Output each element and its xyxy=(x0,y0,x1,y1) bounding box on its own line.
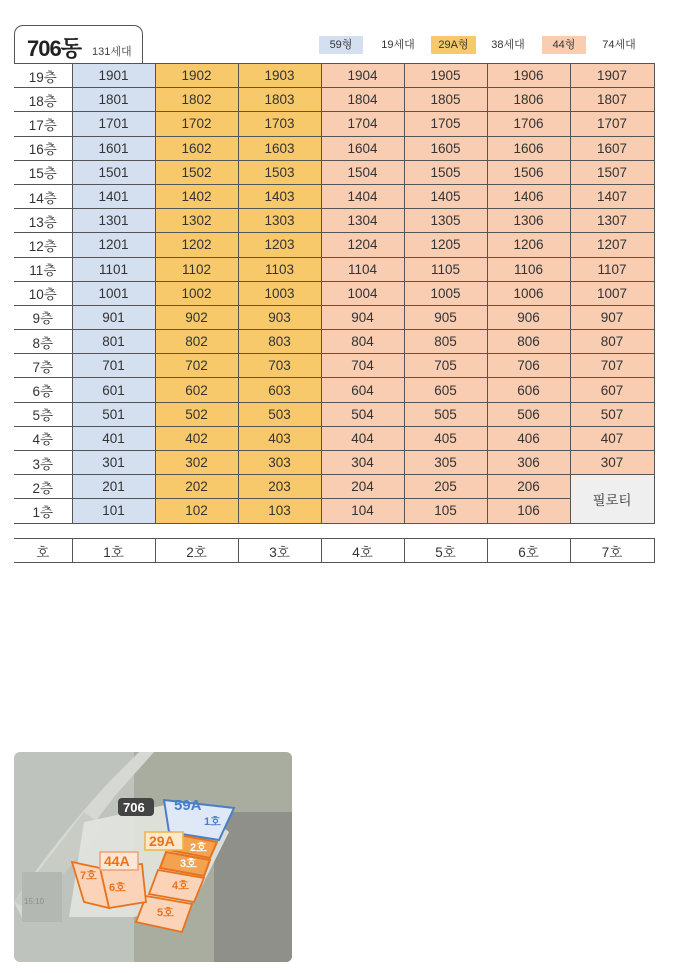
unit-cell: 1606 xyxy=(487,136,570,160)
unit-cell: 706 xyxy=(487,354,570,378)
unit-cell: 305 xyxy=(404,451,487,475)
unit-cell: 401 xyxy=(72,426,155,450)
unit-cell: 607 xyxy=(570,378,654,402)
floor-row xyxy=(14,354,654,378)
unit-cell: 1304 xyxy=(321,209,404,233)
unit-cell: 1503 xyxy=(238,160,321,184)
unit-cell: 1105 xyxy=(404,257,487,281)
unit-cell: 1203 xyxy=(238,233,321,257)
building-title-tab xyxy=(14,25,143,63)
site-map-svg xyxy=(14,752,292,962)
unit-cell: 1601 xyxy=(72,136,155,160)
floor-label: 6층 xyxy=(14,378,72,402)
legend-count-29a: 38세대 xyxy=(491,39,525,51)
map-label-59a: 59A xyxy=(174,797,202,814)
unit-cell: 1903 xyxy=(238,64,321,88)
unit-cell: 1201 xyxy=(72,233,155,257)
unit-cell: 805 xyxy=(404,330,487,354)
unit-cell: 1103 xyxy=(238,257,321,281)
floor-row xyxy=(14,160,654,184)
map-label-44a: 44A xyxy=(104,853,130,869)
unit-cell: 1705 xyxy=(404,112,487,136)
map-building-number: 706 xyxy=(123,800,145,815)
unit-cell: 1904 xyxy=(321,64,404,88)
floor-label: 18층 xyxy=(14,88,72,112)
unit-cell: 603 xyxy=(238,378,321,402)
unit-cell: 1703 xyxy=(238,112,321,136)
unit-cell: 1905 xyxy=(404,64,487,88)
unit-cell: 1306 xyxy=(487,209,570,233)
footer-unit-number: 1호 xyxy=(72,539,155,563)
floor-row xyxy=(14,136,654,160)
unit-cell: 301 xyxy=(72,451,155,475)
unit-cell: 103 xyxy=(238,499,321,523)
unit-cell: 304 xyxy=(321,451,404,475)
floor-label: 13층 xyxy=(14,209,72,233)
unit-cell: 606 xyxy=(487,378,570,402)
floor-label: 2층 xyxy=(14,475,72,499)
unit-cell: 1207 xyxy=(570,233,654,257)
floor-row xyxy=(14,475,654,499)
unit-cell: 1406 xyxy=(487,184,570,208)
unit-cell: 1106 xyxy=(487,257,570,281)
unit-cell: 704 xyxy=(321,354,404,378)
unit-cell: 1401 xyxy=(72,184,155,208)
unit-cell: 1803 xyxy=(238,88,321,112)
floor-row xyxy=(14,402,654,426)
unit-cell: 1305 xyxy=(404,209,487,233)
unit-cell: 1403 xyxy=(238,184,321,208)
map-label-h2: 2호 xyxy=(190,842,207,854)
floor-row xyxy=(14,426,654,450)
unit-cell: 1006 xyxy=(487,281,570,305)
unit-cell: 406 xyxy=(487,426,570,450)
floor-label: 1층 xyxy=(14,499,72,523)
floor-label: 12층 xyxy=(14,233,72,257)
unit-cell: 1102 xyxy=(155,257,238,281)
unit-cell: 404 xyxy=(321,426,404,450)
unit-cell: 1603 xyxy=(238,136,321,160)
floor-label: 9층 xyxy=(14,305,72,329)
unit-cell: 1204 xyxy=(321,233,404,257)
unit-cell: 806 xyxy=(487,330,570,354)
unit-cell: 1303 xyxy=(238,209,321,233)
floor-row xyxy=(14,305,654,329)
unit-cell: 306 xyxy=(487,451,570,475)
site-map xyxy=(14,752,292,962)
unit-cell: 1002 xyxy=(155,281,238,305)
unit-cell: 907 xyxy=(570,305,654,329)
unit-cell: 801 xyxy=(72,330,155,354)
unit-cell: 1404 xyxy=(321,184,404,208)
building-unit-count: 131세대 xyxy=(92,46,132,58)
unit-cell: 1501 xyxy=(72,160,155,184)
floor-label: 8층 xyxy=(14,330,72,354)
floor-row xyxy=(14,257,654,281)
floor-row xyxy=(14,184,654,208)
unit-cell: 1802 xyxy=(155,88,238,112)
unit-cell: 1502 xyxy=(155,160,238,184)
unit-cell: 904 xyxy=(321,305,404,329)
map-label-29a: 29A xyxy=(149,833,175,849)
map-label-h7: 7호 xyxy=(80,870,97,882)
unit-cell: 102 xyxy=(155,499,238,523)
unit-cell: 1507 xyxy=(570,160,654,184)
unit-cell: 1003 xyxy=(238,281,321,305)
floor-label: 5층 xyxy=(14,402,72,426)
unit-cell: 707 xyxy=(570,354,654,378)
floor-label: 4층 xyxy=(14,426,72,450)
unit-cell: 1004 xyxy=(321,281,404,305)
unit-cell: 503 xyxy=(238,402,321,426)
unit-cell: 1101 xyxy=(72,257,155,281)
floor-row xyxy=(14,64,654,88)
unit-cell: 802 xyxy=(155,330,238,354)
unit-cell: 1701 xyxy=(72,112,155,136)
unit-cell: 1804 xyxy=(321,88,404,112)
unit-cell: 206 xyxy=(487,475,570,499)
unit-cell: 1801 xyxy=(72,88,155,112)
unit-cell: 1604 xyxy=(321,136,404,160)
map-label-h1: 1호 xyxy=(204,816,221,828)
unit-cell: 402 xyxy=(155,426,238,450)
unit-cell: 403 xyxy=(238,426,321,450)
unit-cell: 1807 xyxy=(570,88,654,112)
unit-cell: 602 xyxy=(155,378,238,402)
unit-cell: 1605 xyxy=(404,136,487,160)
unit-cell: 1205 xyxy=(404,233,487,257)
floor-row xyxy=(14,378,654,402)
unit-cell: 1007 xyxy=(570,281,654,305)
unit-cell: 1806 xyxy=(487,88,570,112)
unit-cell: 105 xyxy=(404,499,487,523)
floor-label: 10층 xyxy=(14,281,72,305)
unit-cell: 902 xyxy=(155,305,238,329)
unit-cell: 604 xyxy=(321,378,404,402)
floor-label: 17층 xyxy=(14,112,72,136)
unit-cell: 804 xyxy=(321,330,404,354)
footer-unit-number: 7호 xyxy=(570,539,654,563)
piloti-cell: 필로티 xyxy=(570,475,654,523)
floor-label: 7층 xyxy=(14,354,72,378)
floor-label: 19층 xyxy=(14,64,72,88)
unit-cell: 1001 xyxy=(72,281,155,305)
unit-cell: 901 xyxy=(72,305,155,329)
floor-label: 15층 xyxy=(14,160,72,184)
floor-label: 11층 xyxy=(14,257,72,281)
unit-cell: 1907 xyxy=(570,64,654,88)
unit-cell: 505 xyxy=(404,402,487,426)
unit-cell: 1407 xyxy=(570,184,654,208)
floor-row xyxy=(14,330,654,354)
unit-cell: 1402 xyxy=(155,184,238,208)
unit-number-footer xyxy=(14,538,655,563)
unit-cell: 1505 xyxy=(404,160,487,184)
unit-grid xyxy=(14,63,655,524)
floor-row xyxy=(14,281,654,305)
unit-cell: 601 xyxy=(72,378,155,402)
unit-cell: 204 xyxy=(321,475,404,499)
legend-swatch-59: 59형 xyxy=(319,36,363,54)
footer-unit-number: 6호 xyxy=(487,539,570,563)
unit-cell: 1706 xyxy=(487,112,570,136)
unit-cell: 1602 xyxy=(155,136,238,160)
unit-cell: 303 xyxy=(238,451,321,475)
unit-cell: 1707 xyxy=(570,112,654,136)
unit-cell: 1901 xyxy=(72,64,155,88)
building-number: 706동 xyxy=(27,36,81,61)
unit-cell: 1607 xyxy=(570,136,654,160)
unit-cell: 1805 xyxy=(404,88,487,112)
unit-cell: 903 xyxy=(238,305,321,329)
footer-unit-number: 2호 xyxy=(155,539,238,563)
unit-cell: 703 xyxy=(238,354,321,378)
unit-cell: 405 xyxy=(404,426,487,450)
legend-count-59: 19세대 xyxy=(381,39,415,51)
unit-cell: 1206 xyxy=(487,233,570,257)
map-label-h6: 6호 xyxy=(109,882,126,894)
map-label-h4: 4호 xyxy=(172,880,189,892)
unit-cell: 507 xyxy=(570,402,654,426)
legend-count-44: 74세대 xyxy=(602,39,636,51)
unit-cell: 1902 xyxy=(155,64,238,88)
unit-cell: 1504 xyxy=(321,160,404,184)
unit-cell: 1906 xyxy=(487,64,570,88)
unit-cell: 905 xyxy=(404,305,487,329)
unit-cell: 705 xyxy=(404,354,487,378)
map-label-h3: 3호 xyxy=(180,858,197,870)
unit-cell: 1202 xyxy=(155,233,238,257)
footer-unit-number: 4호 xyxy=(321,539,404,563)
unit-cell: 1307 xyxy=(570,209,654,233)
map-label-h5: 5호 xyxy=(157,907,174,919)
unit-cell: 906 xyxy=(487,305,570,329)
unit-cell: 1301 xyxy=(72,209,155,233)
floor-label: 16층 xyxy=(14,136,72,160)
unit-cell: 1107 xyxy=(570,257,654,281)
unit-cell: 502 xyxy=(155,402,238,426)
floor-row xyxy=(14,209,654,233)
floor-row xyxy=(14,88,654,112)
unit-cell: 201 xyxy=(72,475,155,499)
unit-cell: 203 xyxy=(238,475,321,499)
unit-cell: 504 xyxy=(321,402,404,426)
footer-unit-number: 5호 xyxy=(404,539,487,563)
unit-cell: 1302 xyxy=(155,209,238,233)
unit-cell: 605 xyxy=(404,378,487,402)
unit-cell: 202 xyxy=(155,475,238,499)
unit-cell: 1104 xyxy=(321,257,404,281)
footer-label: 호 xyxy=(14,539,72,563)
unit-cell: 1405 xyxy=(404,184,487,208)
unit-cell: 106 xyxy=(487,499,570,523)
floor-row xyxy=(14,112,654,136)
unit-cell: 101 xyxy=(72,499,155,523)
unit-cell: 205 xyxy=(404,475,487,499)
legend-swatch-29a: 29A형 xyxy=(431,36,476,54)
floor-row xyxy=(14,233,654,257)
unit-cell: 1704 xyxy=(321,112,404,136)
floor-row xyxy=(14,499,654,523)
footer-unit-number: 3호 xyxy=(238,539,321,563)
unit-cell: 803 xyxy=(238,330,321,354)
unit-cell: 1702 xyxy=(155,112,238,136)
unit-cell: 501 xyxy=(72,402,155,426)
floor-label: 3층 xyxy=(14,451,72,475)
unit-cell: 104 xyxy=(321,499,404,523)
floor-row xyxy=(14,451,654,475)
floor-label: 14층 xyxy=(14,184,72,208)
unit-cell: 807 xyxy=(570,330,654,354)
unit-cell: 506 xyxy=(487,402,570,426)
unit-cell: 1506 xyxy=(487,160,570,184)
unit-cell: 407 xyxy=(570,426,654,450)
unit-cell: 702 xyxy=(155,354,238,378)
unit-cell: 1005 xyxy=(404,281,487,305)
unit-cell: 302 xyxy=(155,451,238,475)
unit-cell: 307 xyxy=(570,451,654,475)
unit-cell: 701 xyxy=(72,354,155,378)
map-path-label: 15:10 xyxy=(24,897,45,906)
legend-swatch-44: 44형 xyxy=(542,36,586,54)
